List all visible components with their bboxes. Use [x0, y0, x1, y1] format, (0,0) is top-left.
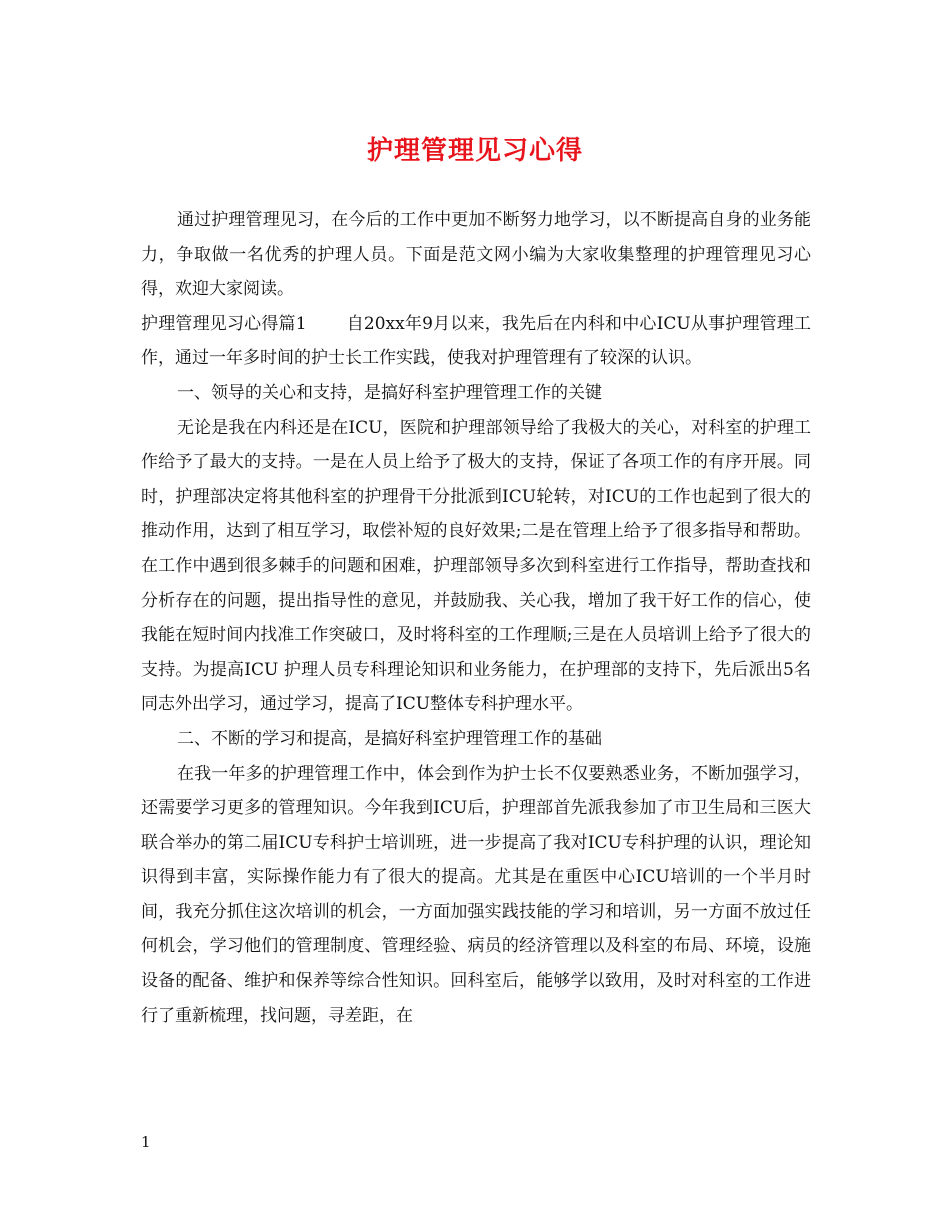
article-label: 护理管理见习心得篇1 [141, 313, 307, 334]
section-heading-2: 二、不断的学习和提高，是搞好科室护理管理工作的基础 [177, 728, 602, 749]
intro-paragraph: 通过护理管理见习，在今后的工作中更加不断努力地学习，以不断提高自身的业务能力，争取做一名优秀的护理人员。下面是范文网小编为大家收集整理的护理管理见习心得，欢迎大家阅读。 [141, 210, 811, 300]
page-number: 1 [141, 1133, 151, 1151]
section-paragraph-1: 无论是我在内科还是在ICU，医院和护理部领导给了我极大的关心，对科室的护理工作给予了最大的支持。一是在人员上给予了极大的支持，保证了各项工作的有序开展。同时，护理部决定将其他科室的护理骨干分批派到ICU轮转，对ICU的工作也起到了很大的推动作用，达到了相互学习，取偿补短的良好效果;二是在管理上给予了很多指导和帮助。在工作中遇到很多棘手的问题和困难，护理部领导多次到科室进行工作指导，帮助查找和分析存在的问题，提出指导性的意见，并鼓励我、关心我，增加了我干好工作的信心，使我能在短时间内找准工作突破口，及时将科室的工作理顺;三是在人员培训上给予了很大的支持。为提高ICU 护理人员专科理论知识和业务能力，在护理部的支持下，先后派出5名同志外出学习，通过学习，提高了ICU整体专科护理水平。 [141, 417, 811, 715]
article-opening-paragraph [141, 307, 811, 376]
section-paragraph-2: 在我一年多的护理管理工作中，体会到作为护士长不仅要熟悉业务，不断加强学习，还需要学习更多的管理知识。今年我到ICU后，护理部首先派我参加了市卫生局和三医大联合举办的第二届ICU专科护士培训班，进一步提高了我对ICU专科护理的认识，理论知识得到丰富，实际操作能力有了很大的提高。尤其是在重医中心ICU培训的一个半月时间，我充分抓住这次培训的机会，一方面加强实践技能的学习和培训，另一方面不放过任何机会，学习他们的管理制度、管理经验、病员的经济管理以及科室的布局、环境，设施设备的配备、维护和保养等综合性知识。回科室后，能够学以致用，及时对科室的工作进行了重新梳理，找问题，寻差距，在 [141, 763, 811, 1026]
document-title: 护理管理见习心得 [366, 136, 583, 166]
article-opening-text: 自20xx年9月以来，我先后在内科和中心ICU从事护理管理工作，通过一年多时间的护士长工作实践，使我对护理管理有了较深的认识。 [141, 313, 811, 369]
section-heading-1: 一、领导的关心和支持，是搞好科室护理管理工作的关键 [177, 382, 602, 403]
document-body [141, 203, 811, 1033]
